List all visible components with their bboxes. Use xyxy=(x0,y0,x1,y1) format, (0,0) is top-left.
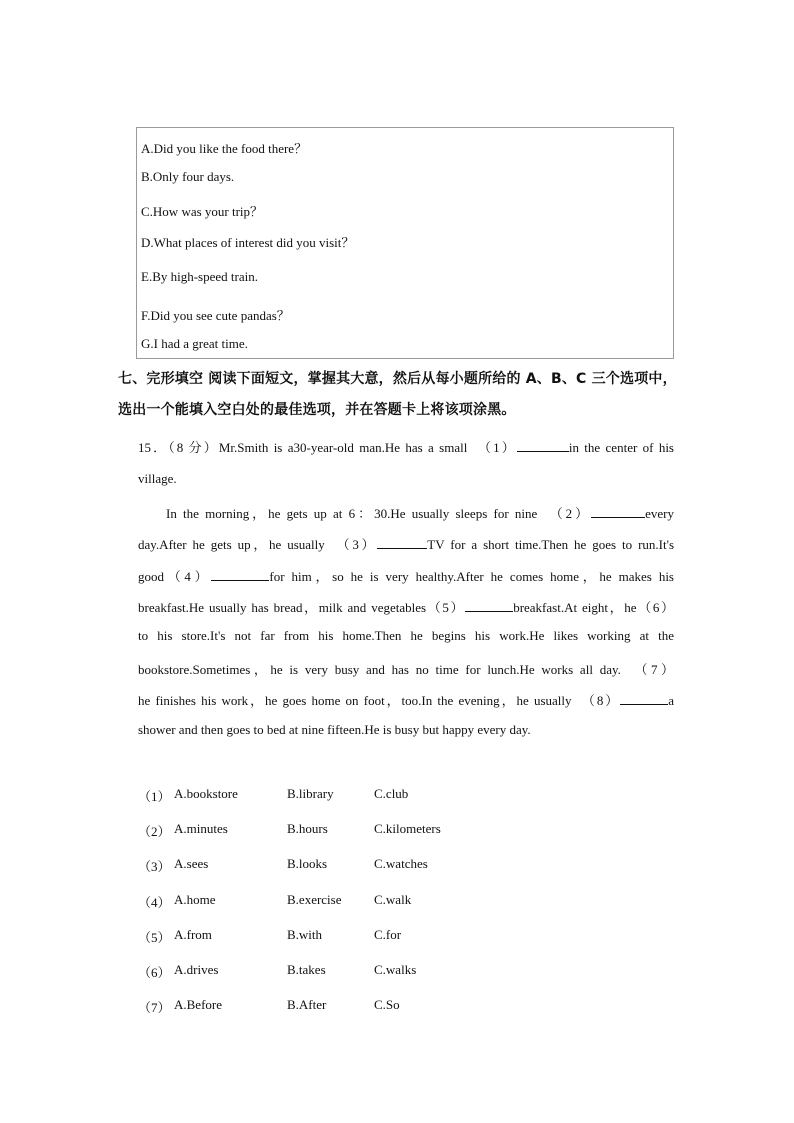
choice-c[interactable]: C.for xyxy=(374,927,402,942)
option-f: F.Did you see cute pandas？ xyxy=(141,308,290,323)
passage-line-9 xyxy=(138,690,674,708)
section-heading-line1: 七、完形填空 阅读下面短文，掌握其大意，然后从每小题所给的 A、B、C 三个选项中， xyxy=(118,371,677,387)
passage-text: In the morning，he gets up at 6：30.He usually sleeps for nine （2） xyxy=(166,506,592,521)
choice-c[interactable]: C.walks xyxy=(374,962,417,977)
choice-number: （6） xyxy=(138,965,171,980)
choice-b[interactable]: B.with xyxy=(287,927,323,942)
passage-line-5 xyxy=(138,566,674,584)
options-box xyxy=(136,127,674,359)
choice-c[interactable]: C.kilometers xyxy=(374,821,441,836)
passage-text: in the center of his xyxy=(568,440,674,455)
choice-a[interactable]: A.Before xyxy=(174,997,223,1012)
blank-4[interactable] xyxy=(211,568,269,581)
passage-line-2: village. xyxy=(138,471,177,486)
blank-2[interactable] xyxy=(591,505,645,518)
passage-text: TV for a short time.Then he goes to run.It's xyxy=(427,537,674,552)
choice-a[interactable]: A.minutes xyxy=(174,821,228,836)
option-g: G.I had a great time. xyxy=(141,336,248,351)
choice-b[interactable]: B.library xyxy=(287,786,334,801)
choice-b[interactable]: B.After xyxy=(287,997,327,1012)
choice-a[interactable]: A.drives xyxy=(174,962,219,977)
choice-c[interactable]: C.watches xyxy=(374,856,428,871)
choice-b[interactable]: B.looks xyxy=(287,856,328,871)
passage-text: for him，so he is very healthy.After he comes home，he makes his xyxy=(269,569,674,584)
passage-text: a xyxy=(668,693,674,708)
passage-text: day.After he gets up，he usually （3） xyxy=(138,537,378,552)
choice-b[interactable]: B.takes xyxy=(287,962,326,977)
passage-line-7: to his store.It's not far from his home.Then he begins his work.He likes working at the xyxy=(138,628,674,643)
option-a: A.Did you like the food there？ xyxy=(141,141,308,156)
option-b: B.Only four days. xyxy=(141,169,235,184)
passage-text: 15．（8 分）Mr.Smith is a30-year-old man.He has a small （1） xyxy=(138,440,517,455)
passage-text: every xyxy=(645,506,674,521)
choice-a[interactable]: A.home xyxy=(174,892,216,907)
option-e: E.By high-speed train. xyxy=(141,269,258,284)
passage-line-4 xyxy=(138,534,674,552)
passage-text: breakfast.At eight，he（6） xyxy=(513,600,674,615)
choice-number: （4） xyxy=(138,895,171,910)
passage-line-10: shower and then goes to bed at nine fifteen.He is busy but happy every day. xyxy=(138,722,531,737)
blank-1[interactable] xyxy=(517,439,569,452)
choice-number: （5） xyxy=(138,930,171,945)
passage-text: good（4） xyxy=(138,569,212,584)
choice-a[interactable]: A.bookstore xyxy=(174,786,238,801)
passage-line-1 xyxy=(138,437,674,455)
passage-line-6 xyxy=(138,597,674,615)
section-heading-line2: 选出一个能填入空白处的最佳选项，并在答题卡上将该项涂黑。 xyxy=(118,402,516,418)
choice-c[interactable]: C.club xyxy=(374,786,409,801)
choice-b[interactable]: B.hours xyxy=(287,821,328,836)
choice-a[interactable]: A.from xyxy=(174,927,212,942)
choice-a[interactable]: A.sees xyxy=(174,856,209,871)
option-c: C.How was your trip？ xyxy=(141,204,264,219)
passage-line-3 xyxy=(166,503,674,522)
option-d: D.What places of interest did you visit？ xyxy=(141,235,355,250)
blank-8[interactable] xyxy=(620,692,668,705)
choice-number: （7） xyxy=(138,1000,171,1015)
choice-number: （1） xyxy=(138,789,171,804)
choice-number: （2） xyxy=(138,824,171,839)
choice-c[interactable]: C.walk xyxy=(374,892,412,907)
passage-line-8: bookstore.Sometimes，he is very busy and has no time for lunch.He works all day. （7） xyxy=(138,662,674,677)
choice-b[interactable]: B.exercise xyxy=(287,892,342,907)
blank-3[interactable] xyxy=(377,536,427,549)
choice-c[interactable]: C.So xyxy=(374,997,400,1012)
passage-text: breakfast.He usually has bread，milk and vegetables（5） xyxy=(138,600,466,615)
blank-5[interactable] xyxy=(465,599,513,612)
passage-text: he finishes his work，he goes home on foot，too.In the evening，he usually （8） xyxy=(138,693,621,708)
choice-number: （3） xyxy=(138,859,171,874)
